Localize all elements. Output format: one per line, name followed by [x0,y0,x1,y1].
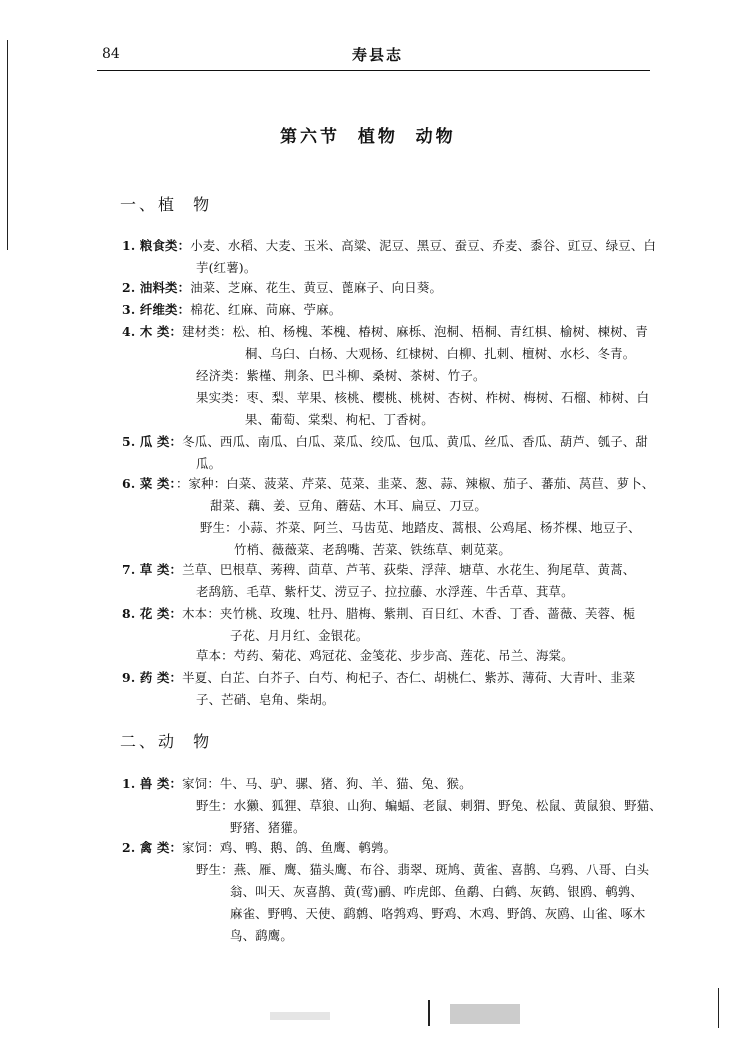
list-item [122,604,635,622]
item-text: 油菜、芝麻、花生、黄豆、蓖麻子、向日葵。 [190,280,443,295]
item-text: 芋(红薯)。 [196,260,257,275]
category-label: 3. 纤维类： [122,302,191,317]
list-item-sub [196,796,662,814]
item-text: 半夏、白芷、白芥子、白芍、枸杞子、杏仁、胡桃仁、紫苏、薄荷、大青叶、韭菜 [182,670,636,685]
item-text: 野生：小蒜、芥菜、阿兰、马齿苋、地踏皮、蒿根、公鸡尾、杨芥棵、地豆子、 [200,520,641,535]
list-item-continuation [245,410,434,428]
item-text: 果、葡萄、棠梨、枸杞、丁香树。 [245,412,434,427]
list-item-sub [200,518,641,536]
list-item-continuation [230,882,643,900]
item-text: 桐、乌臼、白杨、大观杨、红棣树、白柳、扎刺、檀树、水杉、冬青。 [245,346,636,361]
item-text: 冬瓜、西瓜、南瓜、白瓜、菜瓜、绞瓜、包瓜、黄瓜、丝瓜、香瓜、葫芦、瓠子、甜 [182,434,648,449]
list-item [122,474,654,492]
list-item-continuation [196,454,221,472]
item-text: 果实类：枣、梨、苹果、核桃、樱桃、桃树、杏树、柞树、梅树、石榴、柿树、白 [196,390,650,405]
scan-edge-mark [718,988,719,1028]
item-text: ：家种：白菜、菠菜、芹菜、苋菜、韭菜、葱、蒜、辣椒、茄子、蕃茄、莴苣、萝卜、 [175,476,655,491]
item-text: 经济类：紫槿、荆条、巴斗柳、桑树、茶树、竹子。 [196,368,486,383]
list-item-sub [196,646,574,664]
category-label: 9. 药 类： [122,670,183,685]
item-text: 兰草、巴根草、莠稗、茴草、芦苇、荻柴、浮萍、塘草、水花生、狗尾草、黄蒿、 [182,562,636,577]
list-item [122,236,656,254]
item-text: 甜菜、藕、姜、豆角、蘑菇、木耳、扁豆、刀豆。 [210,498,487,513]
category-label: 6. 菜 类： [122,476,176,491]
scan-edge-mark [428,1000,430,1026]
scan-noise [450,1004,520,1024]
list-item-continuation [196,258,256,276]
item-text: 老鸹筋、毛草、紫杆艾、涝豆子、拉拉藤、水浮莲、牛舌草、萁草。 [196,584,574,599]
category-label: 1. 兽 类： [122,776,183,791]
item-text: 鸟、鹞鹰。 [230,928,293,943]
animals-heading: 二、动 物 [120,732,213,751]
item-text: 翁、叫天、灰喜鹊、黄(莺)鹂、咋虎郎、鱼鹬、白鹤、灰鹤、银鸥、鹌鹑、 [230,884,643,899]
item-text: 子花、月月红、金银花。 [230,628,369,643]
item-text: 棉花、红麻、苘麻、苧麻。 [190,302,342,317]
list-item [122,838,396,856]
category-label: 8. 花 类： [122,606,183,621]
category-label: 2. 油料类： [122,280,191,295]
item-text: 野猪、猪獾。 [230,820,306,835]
item-text: 家饲：牛、马、驴、骡、猪、狗、羊、猫、兔、猴。 [182,776,472,791]
section-title: 第六节 植物 动物 [280,127,456,147]
list-item-sub [196,388,649,406]
category-label: 1. 粮食类： [122,238,191,253]
item-text: 木本：夹竹桃、玫瑰、牡丹、腊梅、紫荆、百日红、木香、丁香、蔷薇、芙蓉、栀 [182,606,636,621]
category-label: 7. 草 类： [122,562,183,577]
item-text: 家饲：鸡、鸭、鹅、鸽、鱼鹰、鹌鹑。 [182,840,397,855]
item-text: 建材类：松、柏、杨槐、苯槐、椿树、麻栎、泡桐、梧桐、青红椇、榆树、楝树、青 [182,324,648,339]
list-item-continuation [196,690,335,708]
item-text: 子、芒硝、皂角、柴胡。 [196,692,335,707]
item-text: 小麦、水稻、大麦、玉米、高粱、泥豆、黑豆、蚕豆、乔麦、黍谷、豇豆、绿豆、白 [190,238,657,253]
scan-edge-mark [7,40,8,250]
item-text: 竹梢、薇薇菜、老鸹嘴、苦菜、铁练草、刺苋菜。 [234,542,511,557]
list-item [122,322,648,340]
category-label: 2. 禽 类： [122,840,183,855]
list-item-continuation [234,540,511,558]
list-item-continuation [210,496,487,514]
running-title: 寿县志 [352,46,404,64]
list-item [122,560,635,578]
list-item-continuation [196,582,574,600]
list-item-continuation [230,626,369,644]
list-item-sub [196,366,486,384]
category-label: 4. 木 类： [122,324,183,339]
category-label: 5. 瓜 类： [122,434,183,449]
list-item-sub [196,860,649,878]
item-text: 野生：水獭、狐狸、草狼、山狗、蝙蝠、老鼠、刺猬、野兔、松鼠、黄鼠狼、野猫、 [196,798,662,813]
list-item [122,774,472,792]
item-text: 瓜。 [196,456,222,471]
list-item-continuation [230,926,293,944]
list-item [122,278,442,296]
list-item [122,300,341,318]
list-item-continuation [230,904,646,922]
list-item-continuation [245,344,635,362]
list-item [122,668,635,686]
list-item-continuation [230,818,306,836]
item-text: 野生：燕、雁、鹰、猫头鹰、布谷、翡翠、斑鸠、黄雀、喜鹊、乌鸦、八哥、白头 [196,862,650,877]
list-item [122,432,648,450]
header-rule [97,70,650,71]
plants-heading: 一、植 物 [120,195,213,214]
page-number: 84 [102,46,120,62]
item-text: 麻雀、野鸭、天使、鹞鹩、咯鹁鸡、野鸡、木鸡、野鸽、灰鸥、山雀、啄木 [230,906,646,921]
scan-noise [270,1012,330,1020]
item-text: 草本：芍药、菊花、鸡冠花、金笺花、步步高、莲花、吊兰、海棠。 [196,648,574,663]
